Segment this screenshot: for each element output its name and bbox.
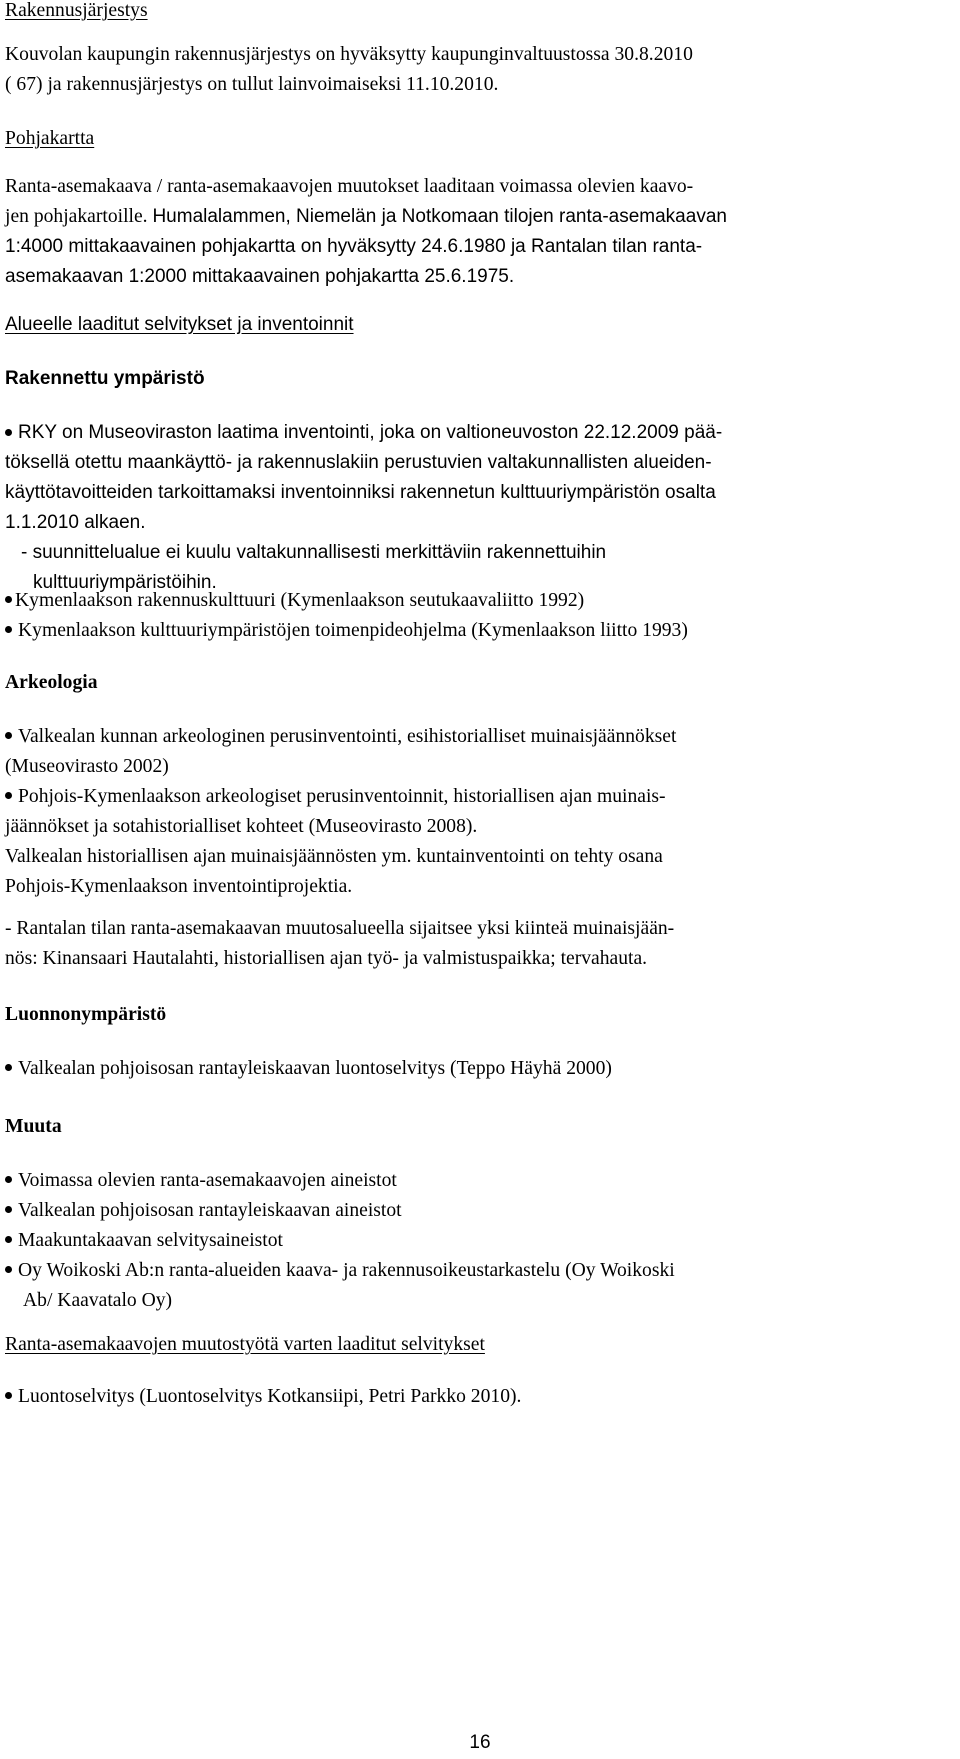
text-line: Valkealan historiallisen ajan muinaisjäännösten ym. kuntainventointi on tehty osana [5,846,663,867]
bullet-icon [5,1236,12,1243]
heading-arkeologia: Arkeologia [5,672,98,693]
text-line: jäännökset ja sotahistorialliset kohteet (Museovirasto 2008). [5,816,478,837]
list-item-text: Maakuntakaavan selvitysaineistot [18,1230,283,1251]
list-item [5,1054,950,1084]
section-pohjakartta [5,124,950,154]
section-muuta [5,1112,950,1142]
list-item-text: Kymenlaakson rakennuskulttuuri (Kymenlaakson seutukaavaliitto 1992) [15,590,585,611]
arkeologia-note [5,914,950,974]
list-item [5,1226,950,1256]
list-item [5,1166,950,1196]
list-item-text: Valkealan kunnan arkeologinen perusinventointi, esihistorialliset muinaisjäännökset [18,726,677,747]
list-item [5,616,950,646]
list-item [5,1196,950,1226]
heading-pohjakartta: Pohjakartta [5,128,95,149]
section-muutostyo-selvitykset [5,1330,950,1360]
bullet-icon [5,429,12,436]
heading-luonnonymparisto: Luonnonympäristö [5,1004,167,1025]
muutostyo-list [5,1382,950,1412]
section-rakennettu-ymparisto [5,364,950,394]
bullet-icon [5,596,12,603]
text-line: töksellä otettu maankäyttö- ja rakennuslakiin perustuvien valtakunnallisten alueiden- [5,452,712,473]
text-line: asemakaavan 1:2000 mittakaavainen pohjakartta 25.6.1975. [5,266,515,287]
text-line: Ab/ Kaavatalo Oy) [23,1290,173,1311]
list-item-text: Voimassa olevien ranta-asemakaavojen aineistot [18,1170,397,1191]
list-item-text: Valkealan pohjoisosan rantayleiskaavan aineistot [18,1200,402,1221]
text-line: Ranta-asemakaava / ranta-asemakaavojen muutokset laaditaan voimassa olevien kaavo- [5,176,694,197]
text-line: - Rantalan tilan ranta-asemakaavan muutosalueella sijaitsee yksi kiinteä muinaisjään- [5,918,675,939]
section-rakennusjarjestys [5,0,950,26]
bullet-icon [5,1176,12,1183]
paragraph-rakennusjarjestys [5,40,950,100]
bullet-icon [5,792,12,799]
bullet-icon [5,1206,12,1213]
list-item-text: Pohjois-Kymenlaakson arkeologiset perusinventoinnit, historiallisen ajan muinais- [18,786,666,807]
list-item-text: Oy Woikoski Ab:n ranta-alueiden kaava- ja rakennusoikeustarkastelu (Oy Woikoski [18,1260,675,1281]
list-item-text: Kymenlaakson kulttuuriympäristöjen toimenpideohjelma (Kymenlaakson liitto 1993) [18,620,688,641]
text-line: 1:4000 mittakaavainen pohjakartta on hyväksytty 24.6.1980 ja Rantalan tilan ranta- [5,236,703,257]
text-segment: jen pohjakartoille. [5,206,153,227]
text-line: 1.1.2010 alkaen. [5,512,146,533]
rky-block [5,418,950,598]
heading-muuta: Muuta [5,1116,62,1137]
text-line: kulttuuriympäristöihin. [33,572,217,593]
heading-rakennettu-ymparisto: Rakennettu ympäristö [5,368,205,389]
heading-muutostyo-selvitykset: Ranta-asemakaavojen muutostyötä varten laaditut selvitykset [5,1334,485,1355]
text-segment: RKY on Museoviraston laatima inventointi, joka on valtioneuvoston 22.12.2009 pää- [18,422,723,443]
paragraph-pohjakartta [5,172,950,292]
text-line: nös: Kinansaari Hautalahti, historiallisen ajan työ- ja valmistuspaikka; tervahauta. [5,948,648,969]
page-number: 16 [469,1732,491,1753]
section-arkeologia [5,668,950,698]
section-selvitykset [5,310,950,340]
rakennettu-list [5,586,950,646]
list-item [5,1382,950,1412]
bullet-icon [5,1266,12,1273]
luonnonymparisto-list [5,1054,950,1084]
bullet-icon [5,732,12,739]
section-luonnonymparisto [5,1000,950,1030]
list-item [5,1256,950,1286]
text-line: Pohjois-Kymenlaakson inventointiprojektia. [5,876,353,897]
heading-selvitykset: Alueelle laaditut selvitykset ja inventoinnit [5,314,354,335]
bullet-icon [5,1392,12,1399]
text-line: ( 67) ja rakennusjärjestys on tullut lainvoimaiseksi 11.10.2010. [5,74,499,95]
text-line: Kouvolan kaupungin rakennusjärjestys on hyväksytty kaupunginvaltuustossa 30.8.2010 [5,44,693,65]
text-line: käyttötavoitteiden tarkoittamaksi inventoinniksi rakennetun kulttuuriympäristön osalta [5,482,716,503]
list-item [5,722,950,752]
list-item [5,782,950,812]
bullet-icon [5,1064,12,1071]
heading-rakennusjarjestys: Rakennusjärjestys [5,0,148,21]
list-item [5,586,950,616]
text-line: (Museovirasto 2002) [5,756,169,777]
list-item-text: Valkealan pohjoisosan rantayleiskaavan luontoselvitys (Teppo Häyhä 2000) [18,1058,612,1079]
list-item-text: Luontoselvitys (Luontoselvitys Kotkansiipi, Petri Parkko 2010). [18,1386,522,1407]
text-line: - suunnittelualue ei kuulu valtakunnallisesti merkittäviin rakennettuihin [21,542,607,563]
arkeologia-list [5,722,950,902]
muuta-list [5,1166,950,1316]
bullet-icon [5,626,12,633]
text-segment: Humalalammen, Niemelän ja Notkomaan tilojen ranta-asemakaavan [152,206,727,227]
